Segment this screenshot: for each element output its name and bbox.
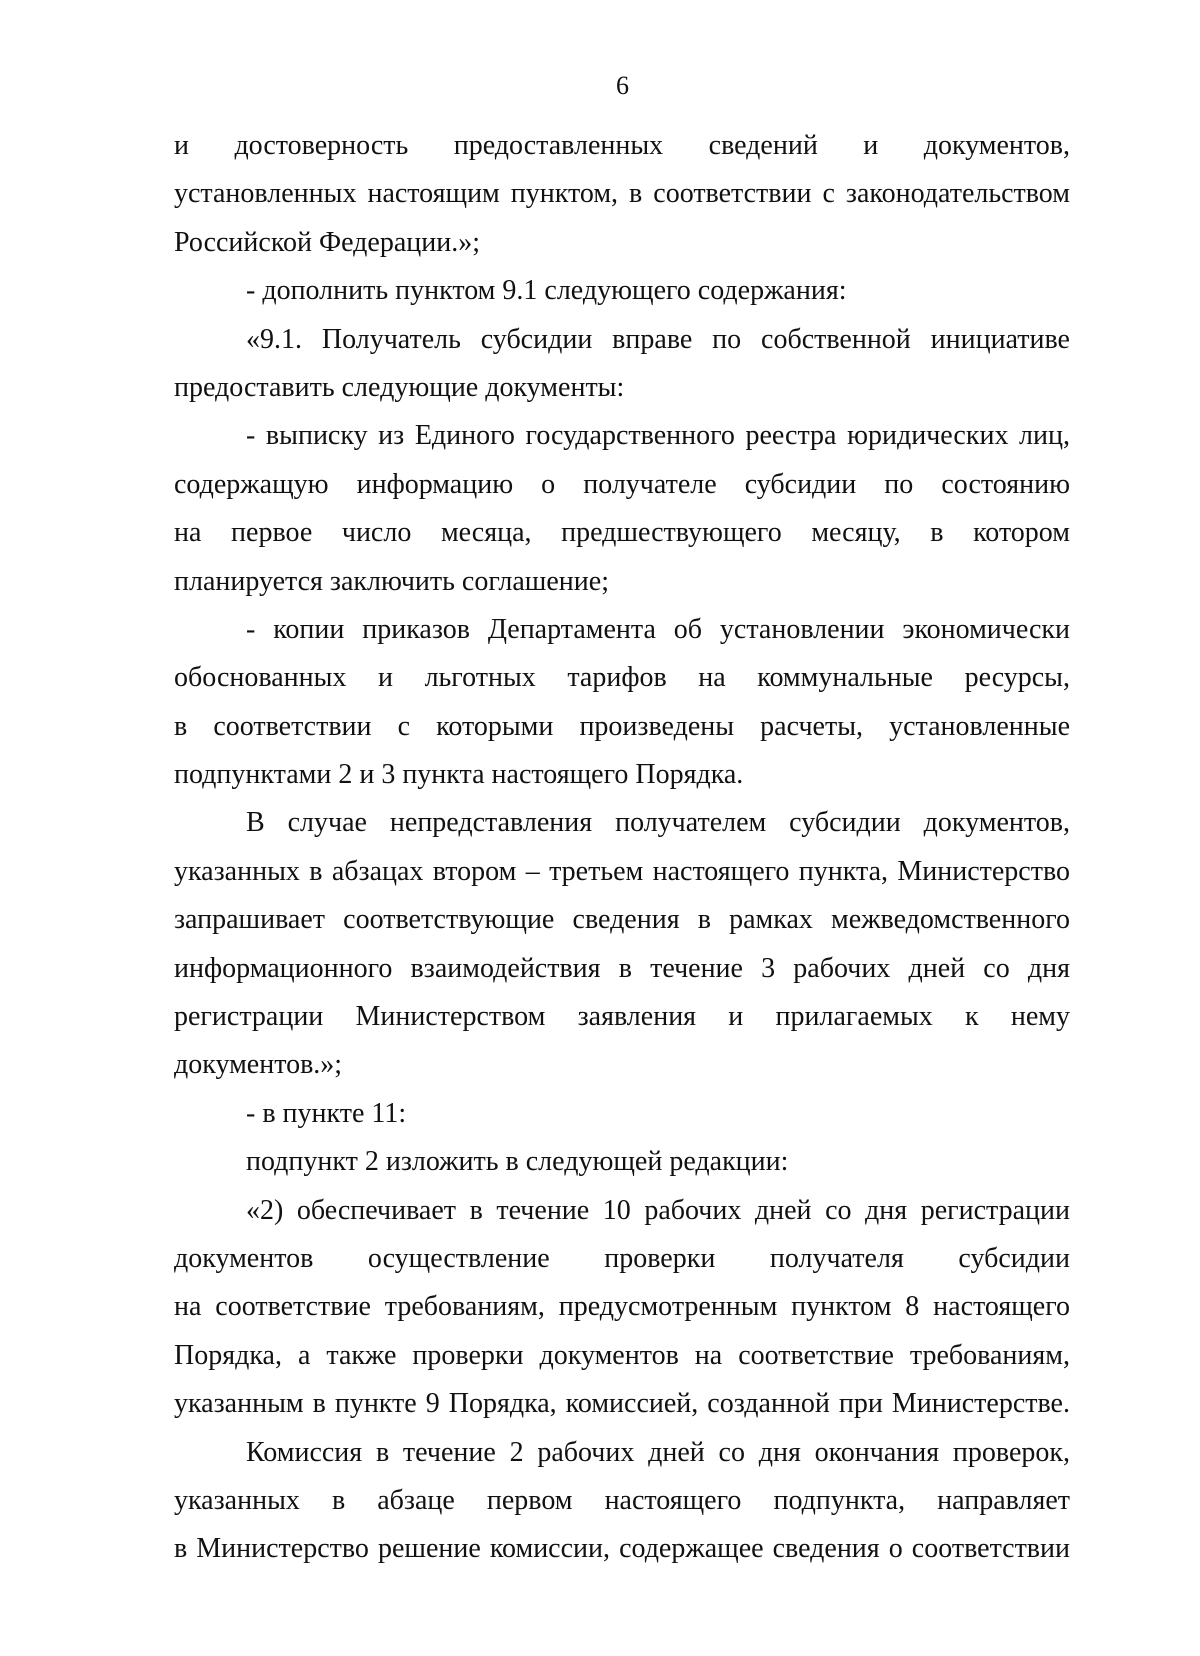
text-line: документов осуществление проверки получателя субсидии — [174, 1242, 1070, 1274]
text-line: Порядка, а также проверки документов на соответствие требованиям, — [174, 1339, 1070, 1371]
text-line: «2) обеспечивает в течение 10 рабочих дней со дня регистрации — [246, 1194, 1070, 1226]
text-line: указанных в абзаце первом настоящего подпункта, направляет — [174, 1484, 1070, 1516]
text-line: установленных настоящим пунктом, в соответствии с законодательством — [174, 178, 1070, 210]
text-line: «9.1. Получатель субсидии вправе по собственной инициативе — [246, 323, 1070, 355]
text-line: - копии приказов Департамента об установлении экономически — [246, 613, 1070, 645]
text-line: - дополнить пунктом 9.1 следующего содержания: — [246, 275, 847, 307]
text-line: указанных в абзацах втором – третьем настоящего пункта, Министерство — [174, 855, 1070, 887]
text-line: Комиссия в течение 2 рабочих дней со дня окончания проверок, — [246, 1436, 1070, 1468]
text-line: Российской Федерации.»; — [174, 226, 481, 258]
text-line: запрашивает соответствующие сведения в рамках межведомственного — [174, 904, 1070, 936]
text-line: предоставить следующие документы: — [174, 371, 625, 403]
text-line: и достоверность предоставленных сведений и документов, — [174, 130, 1070, 161]
text-line: В случае непредставления получателем субсидии документов, — [246, 807, 1070, 839]
text-line: информационного взаимодействия в течение 3 рабочих дней со дня — [174, 952, 1070, 984]
text-line: подпунктами 2 и 3 пункта настоящего Порядка. — [174, 759, 744, 791]
text-line: в Министерство решение комиссии, содержащее сведения о соответствии — [174, 1533, 1070, 1565]
page-number: 6 — [616, 71, 629, 100]
text-line: в соответствии с которыми произведены расчеты, установленные — [174, 710, 1070, 742]
document-body — [174, 122, 1070, 1574]
text-line: указанным в пункте 9 Порядка, комиссией, созданной при Министерстве. — [174, 1388, 1070, 1420]
text-line: - в пункте 11: — [246, 1097, 407, 1129]
text-line: - выписку из Единого государственного реестра юридических лиц, — [246, 420, 1070, 452]
text-line: обоснованных и льготных тарифов на коммунальные ресурсы, — [174, 662, 1070, 694]
text-line: подпункт 2 изложить в следующей редакции: — [246, 1146, 789, 1178]
text-line: документов.»; — [174, 1049, 343, 1081]
text-line: регистрации Министерством заявления и прилагаемых к нему — [174, 1001, 1070, 1033]
text-line: содержащую информацию о получателе субсидии по состоянию — [174, 468, 1070, 500]
text-line: планируется заключить соглашение; — [174, 565, 609, 597]
text-line: на первое число месяца, предшествующего месяцу, в котором — [174, 517, 1070, 549]
text-line: на соответствие требованиям, предусмотренным пунктом 8 настоящего — [174, 1291, 1070, 1323]
